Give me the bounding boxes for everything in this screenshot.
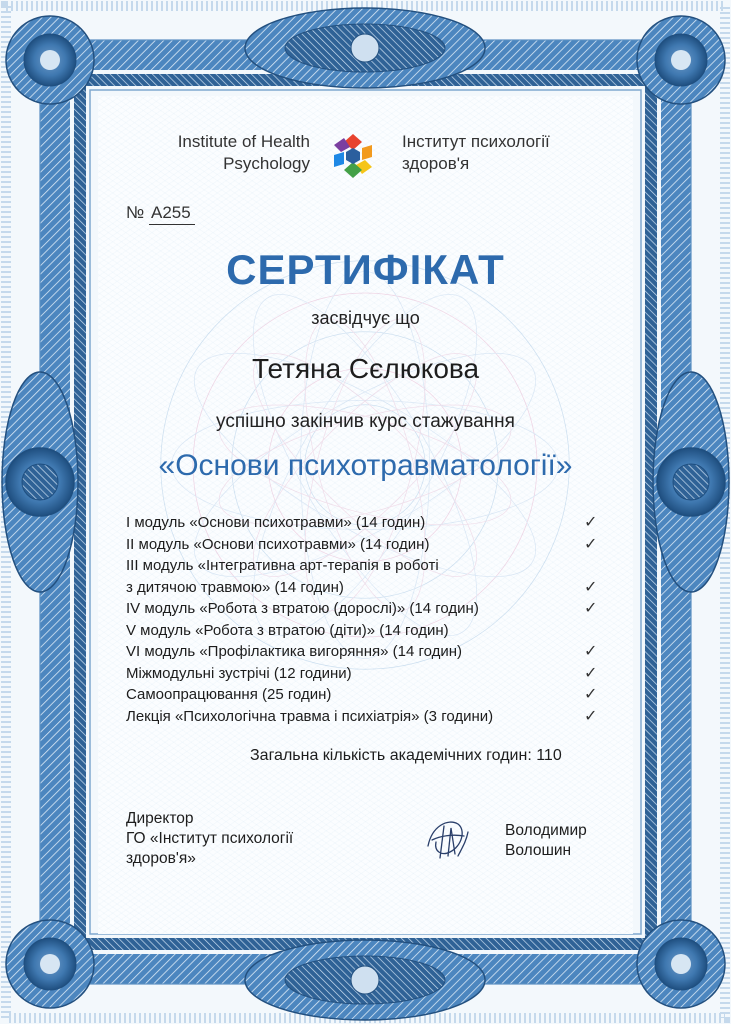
recipient-name: Тетяна Сєлюкова bbox=[251, 353, 480, 384]
check-icon: ✓ bbox=[584, 514, 598, 531]
module-text: І модуль «Основи психотравми» (14 годин) bbox=[126, 514, 426, 531]
check-icon: ✓ bbox=[584, 578, 598, 596]
module-list bbox=[126, 512, 606, 727]
check-icon: ✓ bbox=[584, 707, 598, 725]
director-title bbox=[126, 809, 326, 869]
institute-name-ua-line2: здоров'я bbox=[402, 154, 470, 173]
signer-name bbox=[505, 821, 615, 861]
module-text: Лекція «Психологічна травма і психіатрія» (3 години) bbox=[126, 707, 494, 725]
certificate-number bbox=[126, 203, 195, 225]
check-icon: ✓ bbox=[584, 600, 598, 617]
module-text: з дитячою травмою» (14 годин) bbox=[126, 578, 344, 596]
module-text: Міжмодульні зустрічі (12 години) bbox=[126, 664, 352, 682]
list-item bbox=[126, 534, 606, 556]
list-item bbox=[126, 663, 606, 685]
signature-seal bbox=[418, 812, 474, 868]
certifies-text: засвідчує що bbox=[311, 308, 420, 328]
list-item bbox=[126, 598, 606, 620]
director-line: ГО «Інститут психології bbox=[126, 830, 294, 847]
certificate-title: СЕРТИФІКАТ bbox=[226, 246, 505, 293]
list-item bbox=[126, 620, 606, 642]
module-text: VI модуль «Профілактика вигоряння» (14 годин) bbox=[126, 643, 463, 660]
institute-name-ua bbox=[402, 131, 550, 175]
institute-logo bbox=[328, 131, 378, 181]
module-text: IV модуль «Робота з втратою (дорослі)» (14 годин) bbox=[126, 600, 479, 617]
check-icon: ✓ bbox=[584, 535, 598, 553]
check-icon: ✓ bbox=[584, 664, 598, 682]
course-title: «Основи психотравматології» bbox=[158, 449, 573, 482]
module-text: Самоопрацювання (25 годин) bbox=[126, 686, 332, 703]
institute-name-en bbox=[138, 131, 310, 175]
institute-name-ua-line1: Інститут психології bbox=[402, 132, 550, 151]
check-icon: ✓ bbox=[584, 643, 598, 660]
director-line: здоров'я» bbox=[126, 850, 196, 867]
number-prefix: № bbox=[126, 203, 145, 222]
signer-line: Володимир bbox=[505, 822, 587, 839]
list-item bbox=[126, 555, 606, 598]
director-line: Директор bbox=[126, 810, 194, 827]
check-icon: ✓ bbox=[584, 686, 598, 703]
module-text: V модуль «Робота з втратою (діти)» (14 годин) bbox=[126, 621, 449, 639]
module-text: ІІІ модуль «Інтегративна арт-терапія в роботі bbox=[126, 557, 439, 574]
list-item bbox=[126, 684, 606, 706]
completed-text: успішно закінчив курс стажування bbox=[216, 411, 515, 432]
institute-name-en-line1: Institute of Health bbox=[177, 132, 310, 151]
signer-line: Волошин bbox=[505, 842, 572, 859]
number-value: A255 bbox=[149, 203, 195, 225]
list-item bbox=[126, 641, 606, 663]
list-item bbox=[126, 706, 606, 728]
total-hours: Загальна кількість академічних годин: 110 bbox=[250, 747, 562, 764]
list-item bbox=[126, 512, 606, 534]
institute-name-en-line2: Psychology bbox=[223, 154, 310, 173]
module-text: ІІ модуль «Основи психотравми» (14 годин) bbox=[126, 535, 430, 553]
